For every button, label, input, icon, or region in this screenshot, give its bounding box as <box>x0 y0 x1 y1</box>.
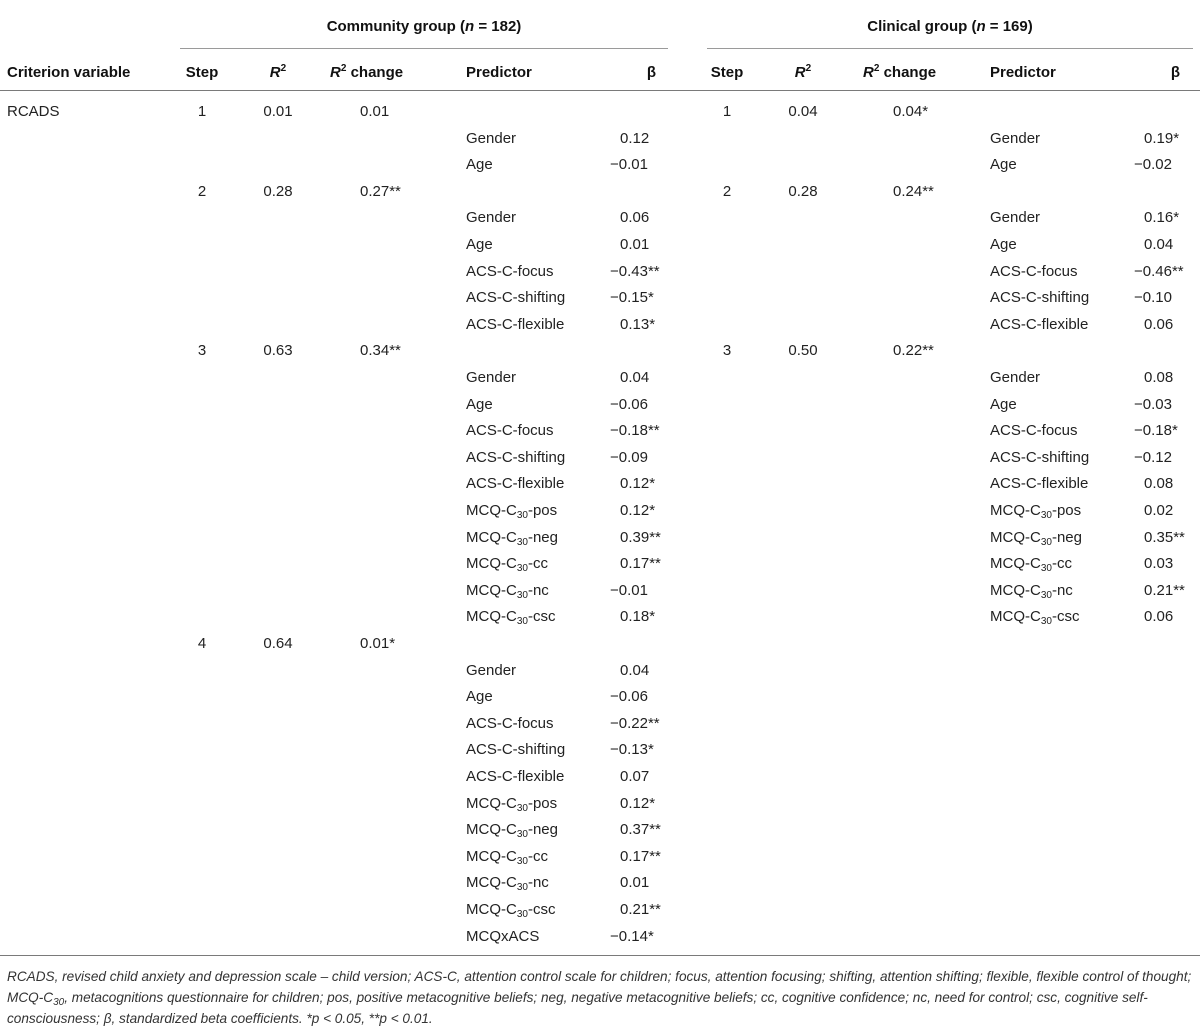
community-beta-cell: −0.01 <box>610 581 648 599</box>
clinical-beta-cell: 0.35** <box>1144 528 1185 546</box>
clinical-beta-cell: 0.19* <box>1144 129 1180 147</box>
clinical-predictor-cell: Age <box>990 156 1017 174</box>
community-predictor-cell: Age <box>466 236 493 253</box>
community-predictor-cell: MCQ-$C_{30}-cc$ <box>466 555 548 575</box>
community-step-cell: 1 <box>197 103 207 120</box>
community-predictor-cell: Age <box>466 395 493 413</box>
community-predictor-cell: ACS-C-shifting <box>466 289 566 307</box>
community-beta-cell: 0.04 <box>620 661 650 679</box>
table-bottom-rule <box>0 955 1200 956</box>
clinical-predictor-cell: MCQ-$C_{30}-nc$ <box>990 581 1073 601</box>
clinical-predictor-cell: Gender <box>990 369 1041 386</box>
clinical-predictor-header: Predictor <box>990 64 1056 81</box>
clinical-beta-cell: 0.03 <box>1144 555 1174 573</box>
community-beta-cell: −0.06 <box>610 395 648 413</box>
clinical-beta-cell: 0.02 <box>1144 502 1174 519</box>
community-r2-cell: 0.01 <box>263 103 293 120</box>
community-beta-cell: 0.01 <box>620 874 650 892</box>
community-predictor-cell: MCQ-$C_{30}-\csc$ <box>466 608 556 628</box>
community-beta-cell: −0.18** <box>610 422 660 440</box>
community-predictor-cell: MCQ-$C_{30}$-pos <box>466 794 558 814</box>
clinical-r2-header: $R^2$ <box>794 63 812 81</box>
community-predictor-cell: Gender <box>466 369 517 386</box>
community-r2change-cell: 0.01* <box>360 635 396 652</box>
community-predictor-cell: Gender <box>466 129 517 147</box>
community-beta-cell: 0.37** <box>620 821 661 839</box>
clinical-step-cell: 3 <box>722 342 732 360</box>
clinical-beta-cell: 0.08 <box>1144 369 1174 386</box>
community-predictor-cell: Age <box>466 688 493 706</box>
clinical-beta-cell: −0.03 <box>1134 395 1172 413</box>
clinical-predictor-cell: ACS-C-flexible <box>990 315 1089 333</box>
community-beta-cell: −0.06 <box>610 688 648 706</box>
community-predictor-cell: MCQxACS <box>466 927 540 945</box>
clinical-beta-cell: −0.10 <box>1134 289 1172 307</box>
clinical-predictor-cell: ACS-C-shifting <box>990 289 1090 307</box>
community-beta-header: β <box>646 64 656 81</box>
community-r2-header: $R^2$ <box>269 63 287 81</box>
community-beta-cell: −0.22** <box>610 714 660 732</box>
community-predictor-cell: ACS-C-flexible <box>466 768 565 785</box>
community-beta-cell: 0.12* <box>620 502 656 519</box>
community-r2-cell: 0.28 <box>263 182 293 200</box>
clinical-predictor-cell: Gender <box>990 209 1041 227</box>
community-step-cell: 3 <box>197 342 207 360</box>
community-beta-cell: 0.07 <box>620 768 650 785</box>
community-beta-cell: 0.39** <box>620 528 661 546</box>
community-beta-cell: 0.06 <box>620 209 650 227</box>
clinical-predictor-cell: ACS-C-flexible <box>990 475 1089 493</box>
clinical-step-header: Step <box>710 64 744 81</box>
community-predictor-header: Predictor <box>466 64 532 81</box>
clinical-r2change-cell: 0.24** <box>893 182 934 200</box>
clinical-r2-cell: 0.28 <box>788 182 818 200</box>
community-step-cell: 2 <box>197 182 207 200</box>
community-r2-cell: 0.64 <box>263 635 293 652</box>
criterion-header: Criterion variable <box>7 64 131 81</box>
community-predictor-cell: MCQ-$C_{30}$-neg <box>466 821 558 841</box>
clinical-beta-cell: −0.46** <box>1134 262 1184 280</box>
community-predictor-cell: Gender <box>466 661 517 679</box>
community-beta-cell: −0.13* <box>610 741 654 759</box>
community-beta-cell: −0.43** <box>610 262 660 280</box>
clinical-beta-cell: −0.12 <box>1134 448 1172 466</box>
community-predictor-cell: MCQ-$C_{30}-\csc$ <box>466 901 556 920</box>
clinical-beta-header: β <box>1170 64 1180 81</box>
clinical-predictor-cell: Age <box>990 395 1017 413</box>
criterion-value: RCADS <box>7 103 60 120</box>
clinical-predictor-cell: ACS-C-focus <box>990 262 1078 280</box>
community-predictor-cell: MCQ-$C_{30}-nc$ <box>466 874 549 894</box>
clinical-beta-cell: 0.08 <box>1144 475 1174 493</box>
community-beta-cell: 0.04 <box>620 369 650 386</box>
clinical-beta-cell: 0.06 <box>1144 315 1174 333</box>
community-beta-cell: 0.12* <box>620 794 656 812</box>
clinical-predictor-cell: MCQ-$C_{30}$-neg <box>990 528 1082 548</box>
clinical-r2-cell: 0.50 <box>788 342 818 360</box>
community-beta-cell: −0.09 <box>610 448 648 466</box>
community-beta-cell: 0.17** <box>620 555 661 573</box>
clinical-predictor-cell: Age <box>990 236 1017 253</box>
community-predictor-cell: ACS-C-focus <box>466 714 554 732</box>
community-r2change-header: $R^2$ change <box>330 63 404 81</box>
community-beta-cell: −0.14* <box>610 927 654 945</box>
clinical-beta-cell: 0.21** <box>1144 581 1185 599</box>
community-beta-cell: 0.21** <box>620 901 661 918</box>
community-r2change-cell: 0.34** <box>360 342 401 360</box>
clinical-r2change-header: $R^2$ change <box>863 63 937 81</box>
community-beta-cell: 0.12 <box>620 129 650 147</box>
community-beta-cell: 0.17** <box>620 847 661 865</box>
clinical-r2change-cell: 0.04* <box>893 103 929 120</box>
clinical-beta-cell: −0.18* <box>1134 422 1178 440</box>
clinical-r2-cell: 0.04 <box>788 103 818 120</box>
table-footnote: RCADS, revised child anxiety and depression scale – child version; ACS-C, attention control scale for children; focus, attention focusing; shifting, attention shifting; flexible, flexible control of thought; MCQ-$C_{30}$, metacognitions questionnaire for children; pos, positive metacognitive beliefs; neg, negative metacognitive beliefs; cc, cognitive confidence; nc, need for control; csc, cognitive self-consciousness; β, standardized beta coefficients. *p < 0.05, **p < 0.01. <box>7 969 1192 1026</box>
community-beta-cell: 0.18* <box>620 608 656 626</box>
clinical-beta-cell: 0.06 <box>1144 608 1174 626</box>
community-predictor-cell: ACS-C-flexible <box>466 315 565 333</box>
community-beta-cell: −0.15* <box>610 289 654 307</box>
community-predictor-cell: MCQ-$C_{30}-cc$ <box>466 847 548 867</box>
clinical-group-rule <box>707 48 1193 49</box>
clinical-group-header: Clinical group (n = 169) <box>867 18 1033 35</box>
clinical-beta-cell: −0.02 <box>1134 156 1172 174</box>
community-step-header: Step <box>185 64 219 81</box>
community-r2change-cell: 0.01 <box>360 103 390 120</box>
community-predictor-cell: ACS-C-shifting <box>466 448 566 466</box>
community-predictor-cell: ACS-C-shifting <box>466 741 566 759</box>
community-predictor-cell: MCQ-$C_{30}$-pos <box>466 502 558 521</box>
clinical-beta-cell: 0.04 <box>1144 236 1174 253</box>
community-group-header: Community group (n = 182) <box>326 18 522 35</box>
community-predictor-cell: Gender <box>466 209 517 227</box>
community-predictor-cell: ACS-C-focus <box>466 422 554 440</box>
community-beta-cell: 0.13* <box>620 315 656 333</box>
community-predictor-cell: ACS-C-focus <box>466 262 554 280</box>
clinical-predictor-cell: ACS-C-shifting <box>990 448 1090 466</box>
community-r2-cell: 0.63 <box>263 342 293 360</box>
community-predictor-cell: MCQ-$C_{30}$-neg <box>466 528 558 548</box>
clinical-predictor-cell: MCQ-$C_{30}-cc$ <box>990 555 1072 575</box>
community-predictor-cell: Age <box>466 156 493 174</box>
clinical-beta-cell: 0.16* <box>1144 209 1180 227</box>
community-step-cell: 4 <box>197 635 207 652</box>
clinical-predictor-cell: ACS-C-focus <box>990 422 1078 440</box>
community-beta-cell: −0.01 <box>610 156 648 174</box>
community-predictor-cell: ACS-C-flexible <box>466 475 565 493</box>
header-rule <box>0 90 1200 91</box>
community-beta-cell: 0.12* <box>620 475 656 493</box>
clinical-step-cell: 1 <box>722 103 732 120</box>
community-r2change-cell: 0.27** <box>360 182 401 200</box>
clinical-step-cell: 2 <box>722 182 732 200</box>
clinical-r2change-cell: 0.22** <box>893 342 934 360</box>
community-group-rule <box>180 48 668 49</box>
community-beta-cell: 0.01 <box>620 236 650 253</box>
clinical-predictor-cell: MCQ-$C_{30}$-pos <box>990 502 1082 521</box>
community-predictor-cell: MCQ-$C_{30}-nc$ <box>466 581 549 601</box>
clinical-predictor-cell: MCQ-$C_{30}-\csc$ <box>990 608 1080 628</box>
clinical-predictor-cell: Gender <box>990 129 1041 147</box>
